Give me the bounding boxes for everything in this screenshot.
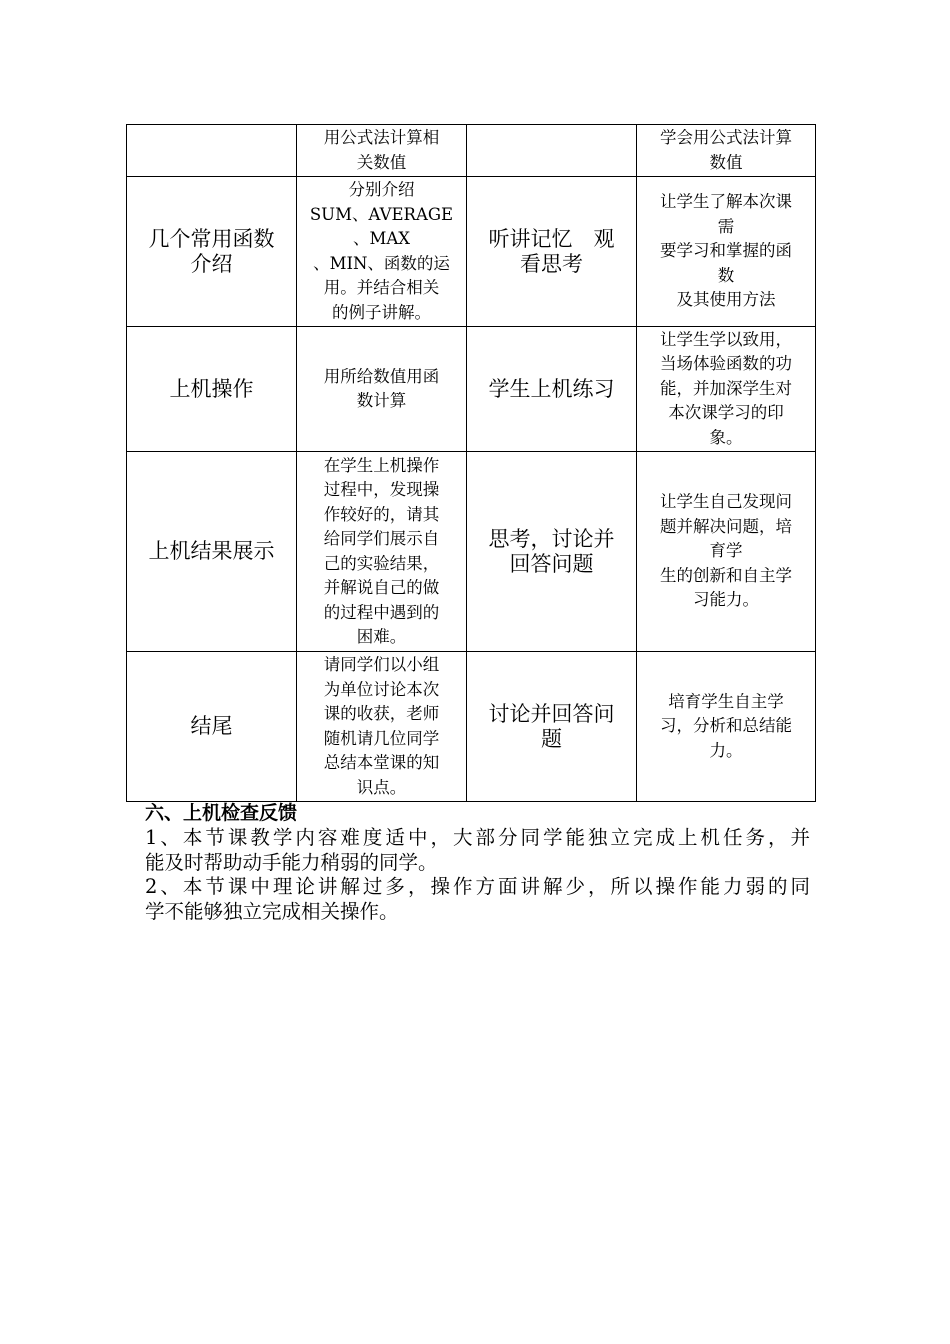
cell-line: 数计算 [356,391,407,410]
cell-line: 力。 [709,740,743,760]
cell-line: 给同学们展示自 [323,529,440,548]
intent-cell [637,125,816,177]
cell-line: 培育学生自主学 [668,691,784,711]
feedback-item-2 [145,875,810,924]
table-row [127,177,816,327]
paragraph-line: 学不能够独立完成相关操作。 [145,899,399,923]
activity-cell [467,327,637,452]
cell-line: 题并解决问题，培 [660,516,792,536]
table-row [127,125,816,177]
cell-line: 己的实验结果， [323,553,440,573]
paragraph-line: 1、本节课教学内容难度适中，大部分同学能独立完成上机任务，并 [145,826,810,849]
section-heading: 六、上机检查反馈 [145,802,298,824]
cell-line: 过程中，发现操 [323,480,440,499]
cell-line: 当场体验函数的功 [660,354,792,374]
cell-line: 生的创新和自主学 [660,565,792,585]
cell-line: 数值 [709,152,743,172]
cell-line: SUM、AVERAGE [309,204,454,224]
cell-line: 数 [717,265,735,285]
cell-line: 习，分析和总结能 [660,716,792,736]
cell-line: 上机结果展示 [148,539,275,563]
cell-line: 需 [717,216,735,236]
cell-line: 困难。 [356,627,407,646]
cell-line: 用所给数值用函 [323,366,440,386]
cell-line: 回答问题 [509,551,594,576]
stage-cell [127,652,297,802]
activity-cell [467,177,637,327]
cell-line: 几个常用函数 [148,226,275,251]
intent-cell [637,452,816,652]
cell-line: 的例子讲解。 [332,302,431,322]
cell-line: 上机操作 [169,376,254,401]
cell-line: 育学 [709,541,743,561]
activity-cell [467,652,637,802]
cell-line: 分别介绍 [348,180,415,199]
cell-line: 在学生上机操作 [323,455,440,475]
content-cell [297,177,467,327]
cell-line: 介绍 [190,251,233,276]
content-cell [297,125,467,177]
table-row [127,327,816,452]
activity-cell [467,452,637,652]
cell-line: 的过程中遇到的 [323,602,440,622]
feedback-item-1 [145,826,810,875]
cell-line: 让学生学以致用， [660,329,792,349]
content-cell [297,652,467,802]
cell-line: 随机请几位同学 [323,728,440,748]
cell-line: 为单位讨论本次 [323,679,440,699]
cell-line: 课的收获，老师 [323,704,440,723]
lesson-plan-table [126,124,816,802]
cell-line: 要学习和掌握的函 [660,241,792,261]
cell-line: 讨论并回答问 [488,701,615,726]
stage-cell [127,452,297,652]
content-cell [297,452,467,652]
cell-line: 本次课学习的印 [668,403,784,423]
intent-cell [637,327,816,452]
cell-line: 听讲记忆 观 [488,226,615,251]
table-row [127,652,816,802]
cell-line: 象。 [709,427,743,447]
cell-line: 、MIN、函数的运 [313,253,450,273]
feedback-section [145,800,810,924]
content-cell [297,327,467,452]
cell-line: 思考，讨论并 [488,526,615,551]
cell-line: 请同学们以小组 [323,655,440,674]
cell-line: 用。并结合相关 [323,278,440,297]
paragraph-line: 2、本节课中理论讲解过多，操作方面讲解少，所以操作能力弱的同 [145,875,810,898]
cell-line: 学会用公式法计算 [660,128,792,147]
cell-line: 能，并加深学生对 [660,378,792,398]
cell-line: 、MAX [352,229,411,248]
table-row [127,452,816,652]
activity-cell [467,125,637,177]
cell-line: 看思考 [520,251,583,276]
cell-line: 并解说自己的做 [323,578,440,597]
cell-line: 识点。 [356,777,407,797]
cell-line: 学生上机练习 [488,376,615,401]
intent-cell [637,652,816,802]
cell-line: 总结本堂课的知 [323,753,440,772]
cell-line: 及其使用方法 [676,290,776,310]
paragraph-line: 能及时帮助动手能力稍弱的同学。 [145,850,438,874]
stage-cell [127,177,297,327]
intent-cell [637,177,816,327]
stage-cell [127,125,297,177]
stage-cell [127,327,297,452]
cell-line: 题 [541,726,562,751]
cell-line: 用公式法计算相 [323,128,440,147]
cell-line: 让学生自己发现问 [660,492,792,512]
cell-line: 作较好的，请其 [323,504,440,524]
cell-line: 习能力。 [693,590,759,610]
cell-line: 结尾 [190,714,233,738]
cell-line: 让学生了解本次课 [660,192,792,212]
cell-line: 关数值 [356,152,407,172]
